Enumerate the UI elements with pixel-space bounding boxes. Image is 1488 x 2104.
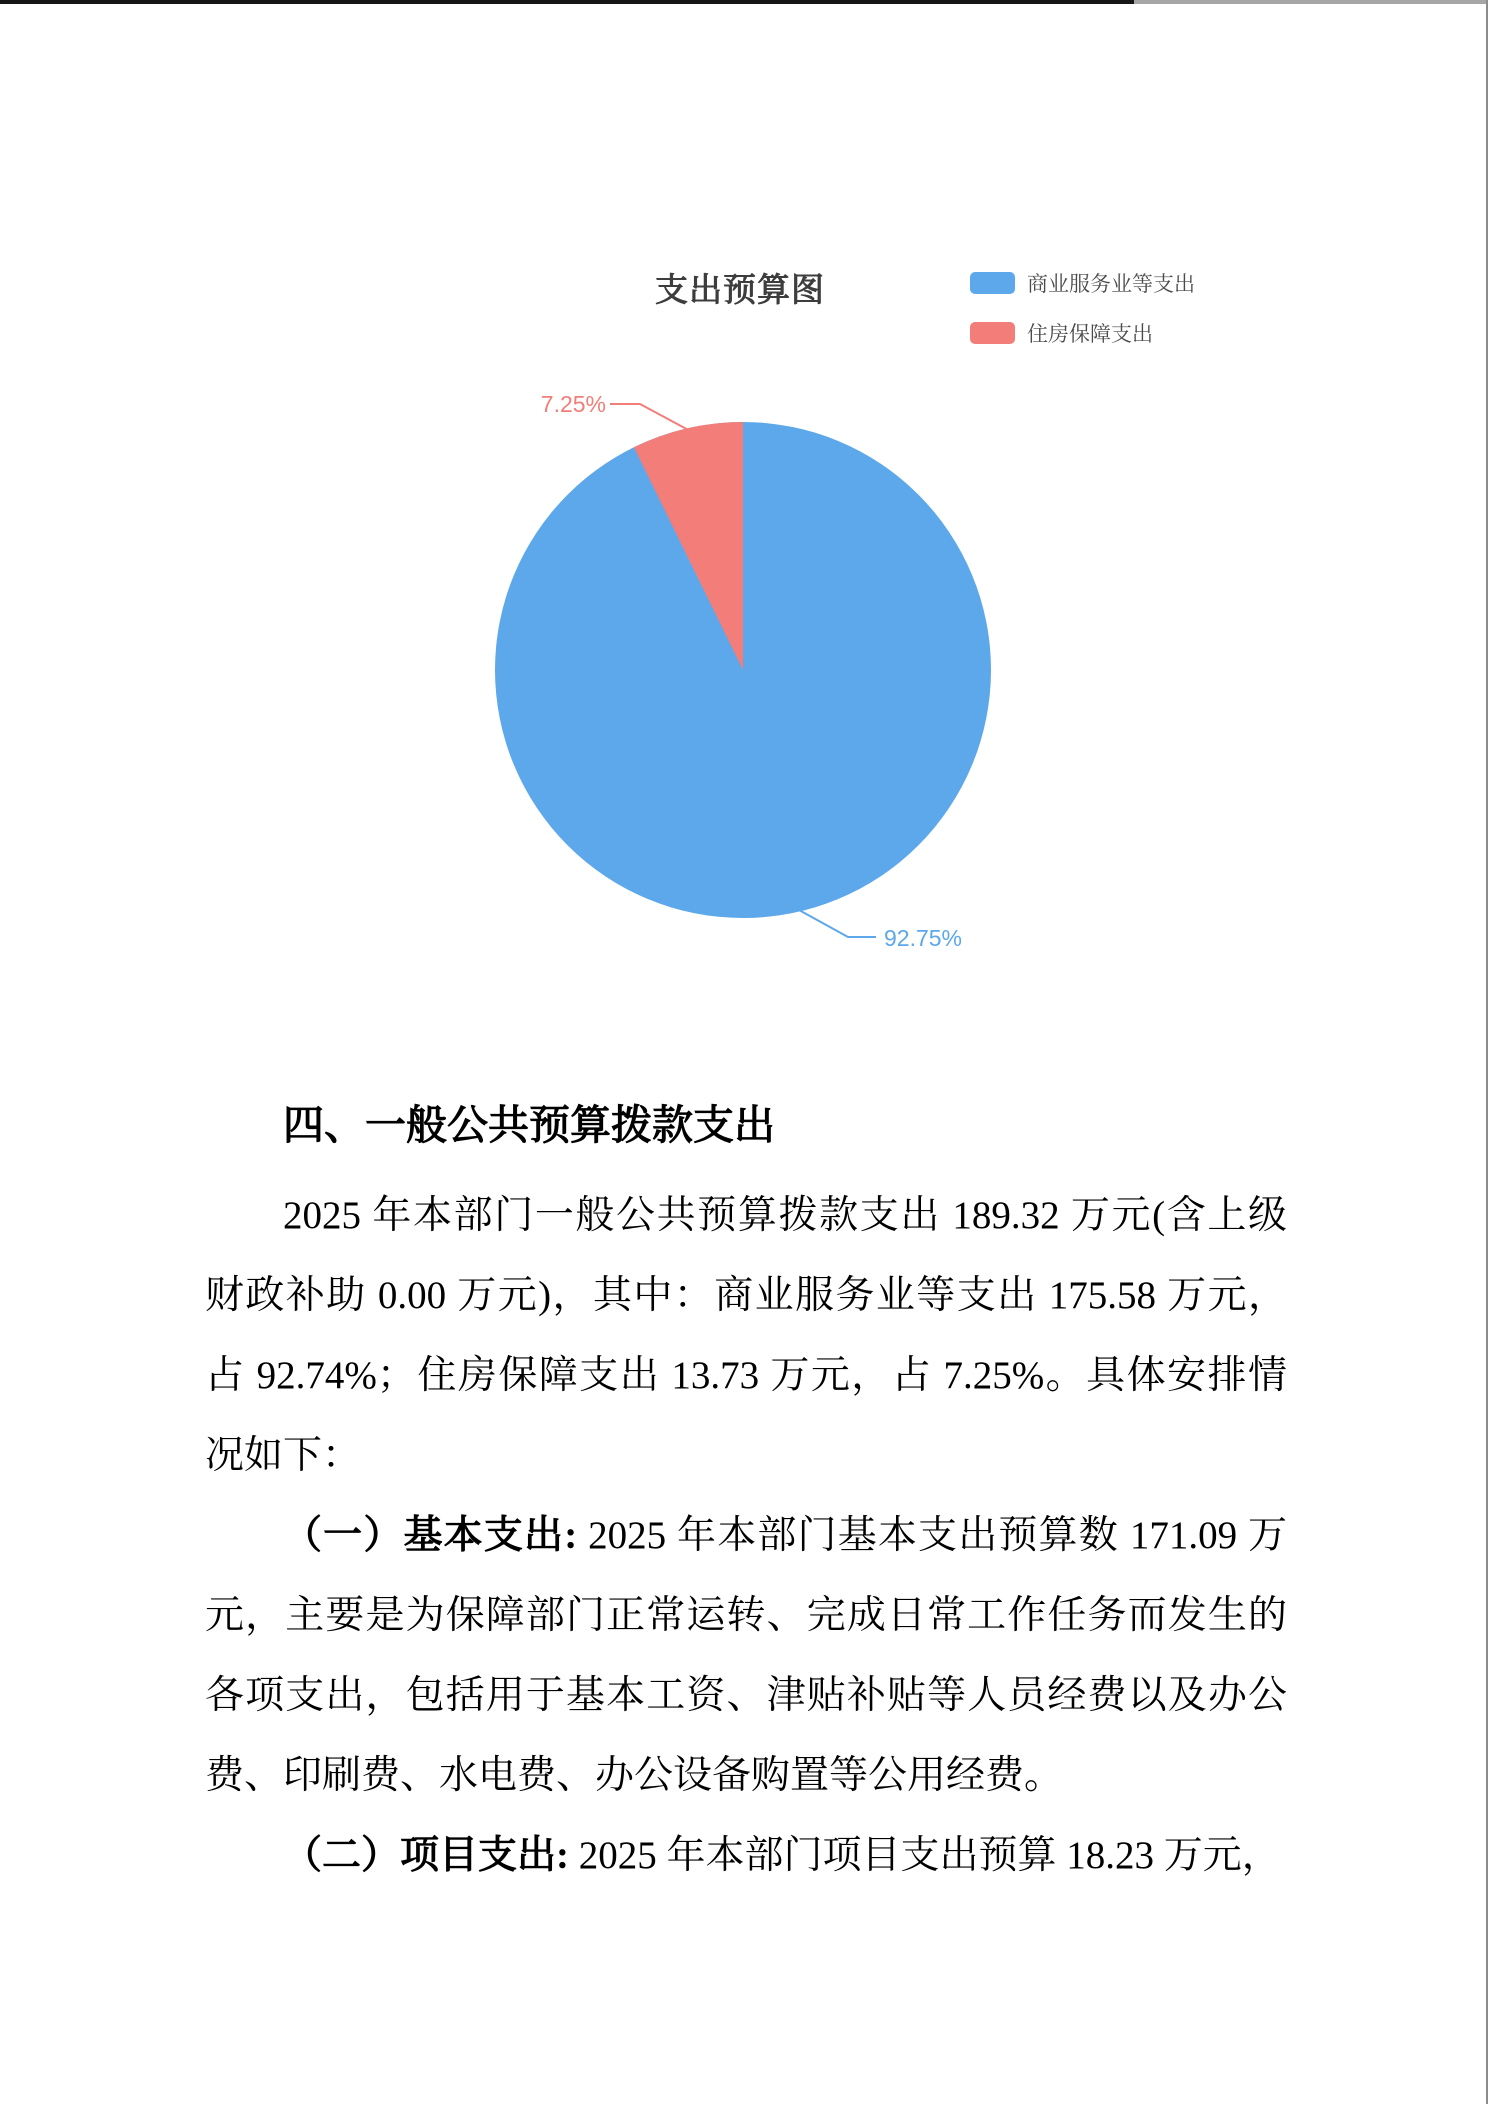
minor-percent-label: 7.25%	[540, 391, 606, 417]
document-body	[205, 1096, 1287, 1896]
paragraph-basic-expenditure	[205, 1496, 1287, 1816]
paragraph-project-expenditure	[205, 1816, 1287, 1896]
paragraph-text: 2025 年本部门项目支出预算 18.23 万元，	[569, 1834, 1281, 1877]
paragraph-overview	[205, 1176, 1287, 1496]
paragraph-text: 2025 年本部门一般公共预算拨款支出 189.32 万元(含上级财政补助 0.00 万元)，其中：商业服务业等支出 175.58 万元，占 92.74%；住房保障支出 13.73 万元，占 7.25%。具体安排情况如下：	[205, 1194, 1287, 1477]
minor-leader-line	[610, 404, 694, 433]
major-percent-label: 92.75%	[884, 925, 963, 951]
legend-label: 商业服务业等支出	[1027, 273, 1195, 296]
section-heading: 四、一般公共预算拨款支出	[283, 1102, 775, 1148]
chart-title: 支出预算图	[655, 271, 825, 308]
paragraph-text: 2025 年本部门基本支出预算数 171.09 万元，主要是为保障部门正常运转、完成日常工作任务而发生的各项支出，包括用于基本工资、津贴补贴等人员经费以及办公费、印刷费、水电费、办公设备购置等公用经费。	[205, 1514, 1287, 1797]
major-leader-line	[799, 910, 876, 937]
legend-label: 住房保障支出	[1027, 323, 1153, 346]
paragraph-lead: （一）基本支出:	[283, 1514, 578, 1557]
pie-chart	[0, 0, 1488, 1010]
paragraph-lead: （二）项目支出:	[283, 1834, 569, 1877]
